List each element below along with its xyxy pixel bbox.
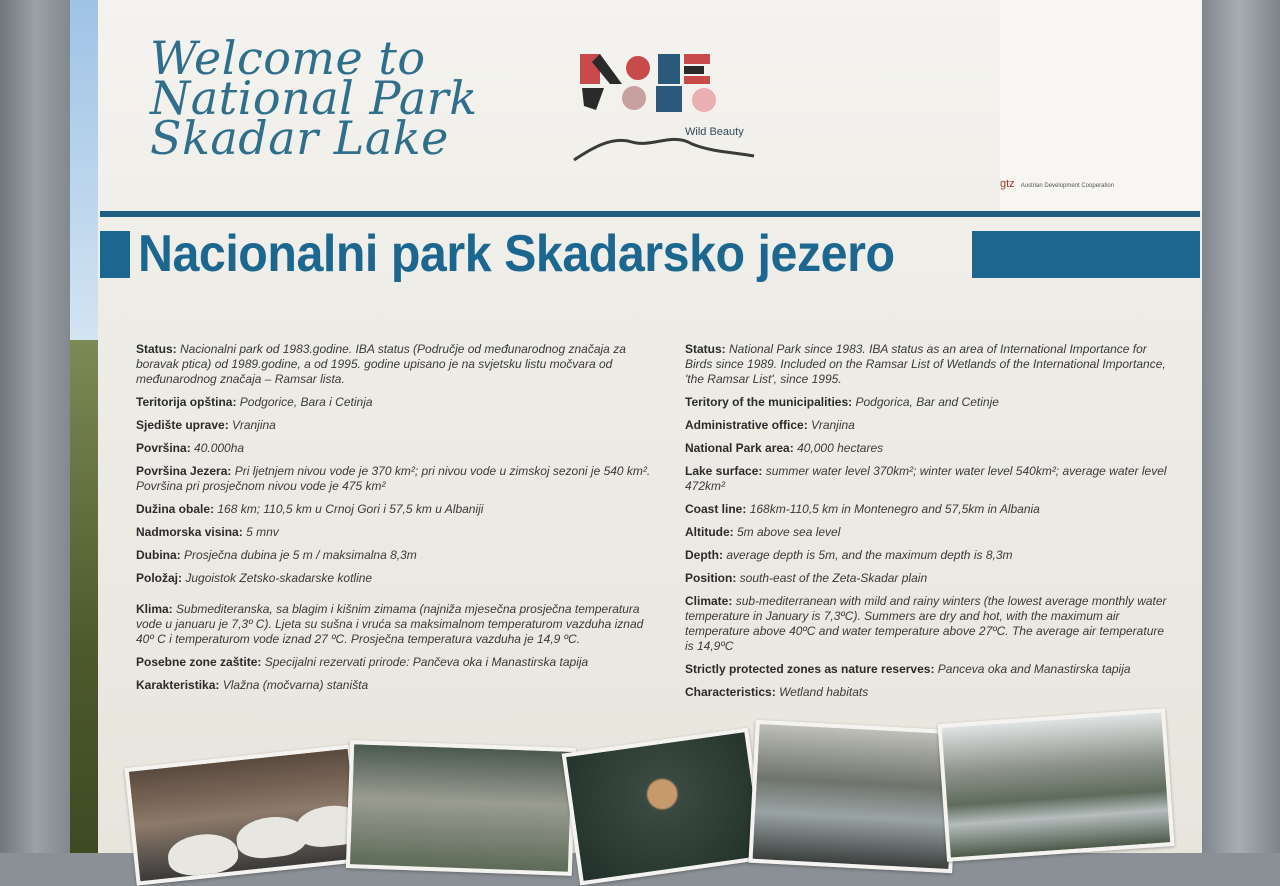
info-label: Status:	[685, 342, 726, 356]
info-text: Submediteranska, sa blagim i kišnim zimama (najniža mjesečna prosječna temperatura vode u januaru je 7,3º C). Ljeta su sušna i vruća sa maksimalnom temperaturom vazduha iznad 40º C i temperaturom vode iznad 27 ºC. Prosječna temperatura vazduha je 14,9 ºC.	[136, 602, 644, 646]
info-label: Depth:	[685, 548, 723, 562]
info-text: 168km-110,5 km in Montenegro and 57,5km in Albania	[749, 502, 1040, 516]
info-text: 168 km; 110,5 km u Crnoj Gori i 57,5 km u Albaniji	[217, 502, 484, 516]
metal-pole-right	[1198, 0, 1280, 853]
info-row	[685, 418, 1175, 433]
montenegro-logo	[572, 48, 757, 166]
info-row	[685, 685, 1175, 700]
info-row	[136, 602, 656, 647]
info-text: Vranjina	[232, 418, 276, 432]
info-row	[136, 525, 656, 540]
info-row	[136, 502, 656, 517]
info-text: Jugoistok Zetsko-skadarske kotline	[185, 571, 373, 585]
info-row	[136, 395, 656, 410]
info-text: 40,000 hectares	[797, 441, 884, 455]
info-label: Status:	[136, 342, 177, 356]
info-label: Položaj:	[136, 571, 183, 585]
info-row	[685, 395, 1175, 410]
info-label: Coast line:	[685, 502, 747, 516]
info-label: Sjedište uprave:	[136, 418, 229, 432]
info-text: Specijalni rezervati prirode: Pančeva oka i Manastirska tapija	[264, 655, 589, 669]
info-text: Wetland habitats	[779, 685, 869, 699]
info-row	[685, 571, 1175, 586]
info-text: 5m above sea level	[737, 525, 841, 539]
info-label: Climate:	[685, 594, 733, 608]
welcome-line-3: Skadar Lake	[150, 111, 449, 165]
info-label: Altitude:	[685, 525, 734, 539]
metal-pole-left	[0, 0, 78, 853]
info-label: Nadmorska visina:	[136, 525, 243, 539]
info-label: Position:	[685, 571, 737, 585]
info-label: Strictly protected zones as nature reserves:	[685, 662, 935, 676]
headline: Nacionalni park Skadarsko jezero	[138, 225, 895, 283]
welcome-line-1: Welcome to	[150, 31, 426, 85]
header-rule	[100, 211, 1200, 217]
info-label: Karakteristika:	[136, 678, 220, 692]
info-label: Posebne zone zaštite:	[136, 655, 262, 669]
info-text: Vranjina	[811, 418, 855, 432]
sponsor-name: gtz	[1000, 178, 1015, 190]
sponsor-subtitle: Austrian Development Cooperation	[1020, 183, 1115, 189]
info-label: Dubina:	[136, 548, 181, 562]
info-text: 40.000ha	[194, 441, 245, 455]
info-row	[685, 594, 1175, 654]
welcome-title	[150, 31, 478, 165]
info-text: summer water level 370km²; winter water level 540km²; average water level 472km²	[685, 464, 1167, 493]
sponsor-logo	[1000, 178, 1114, 190]
info-row	[136, 655, 656, 670]
info-label: Površina Jezera:	[136, 464, 232, 478]
headline-band-right	[972, 231, 1200, 278]
info-label: National Park area:	[685, 441, 794, 455]
info-row	[136, 678, 656, 693]
logo-caption: Wild Beauty	[685, 126, 744, 138]
info-row	[685, 548, 1175, 563]
info-text: National Park since 1983. IBA status as an area of International Importance for Birds since 1989. Included on the Ramsar List of Wetlands of the International Importance, 'the Ramsar List', since 1995.	[685, 342, 1166, 386]
info-text: Prosječna dubina je 5 m / maksimalna 8,3m	[184, 548, 417, 562]
info-label: Klima:	[136, 602, 173, 616]
info-row	[685, 502, 1175, 517]
info-label: Površina:	[136, 441, 191, 455]
info-row	[136, 464, 656, 494]
info-row	[685, 662, 1175, 677]
info-text: average depth is 5m, and the maximum depth is 8,3m	[726, 548, 1013, 562]
info-row	[136, 548, 656, 563]
headline-band-left	[100, 231, 130, 278]
info-row	[685, 342, 1175, 387]
info-text: south-east of the Zeta-Skadar plain	[739, 571, 928, 585]
welcome-line-2: National Park	[150, 71, 478, 125]
info-row	[685, 441, 1175, 456]
info-row	[136, 571, 656, 586]
info-text: Panceva oka and Manastirska tapija	[937, 662, 1131, 676]
info-row	[685, 525, 1175, 540]
info-column-english	[685, 342, 1175, 708]
info-label: Teritorija opština:	[136, 395, 237, 409]
info-row	[136, 441, 656, 456]
info-row	[136, 418, 656, 433]
info-label: Characteristics:	[685, 685, 776, 699]
info-column-montenegrin	[136, 342, 656, 701]
info-label: Administrative office:	[685, 418, 808, 432]
info-text: Nacionalni park od 1983.godine. IBA status (Područje od međunarodnog značaja za boravak ptica) od 1989.godine, a od 1995. godine upisano je na svjetsku listu močvara od međunarodnog značaja – Ramsar lista.	[136, 342, 626, 386]
info-text: Podgorica, Bar and Cetinje	[855, 395, 999, 409]
info-text: Pri ljetnjem nivou vode je 370 km²; pri nivou vode u zimskoj sezoni je 540 km². Površina pri prosječnom nivou vode je 475 km²	[136, 464, 651, 493]
info-label: Teritory of the municipalities:	[685, 395, 853, 409]
info-text: Vlažna (močvarna) staništa	[222, 678, 369, 692]
info-label: Lake surface:	[685, 464, 763, 478]
info-text: sub-mediterranean with mild and rainy winters (the lowest average monthly water temperature in January is 7,3ºC). Summers are dry and hot, with the maximum air temperature above 40ºC and water temperature above 27ºC. The average air temperature is 14,9ºC	[685, 594, 1167, 653]
info-row	[685, 464, 1175, 494]
info-text: Podgorice, Bara i Cetinja	[239, 395, 373, 409]
info-row	[136, 342, 656, 387]
info-label: Dužina obale:	[136, 502, 215, 516]
info-text: 5 mnv	[246, 525, 279, 539]
